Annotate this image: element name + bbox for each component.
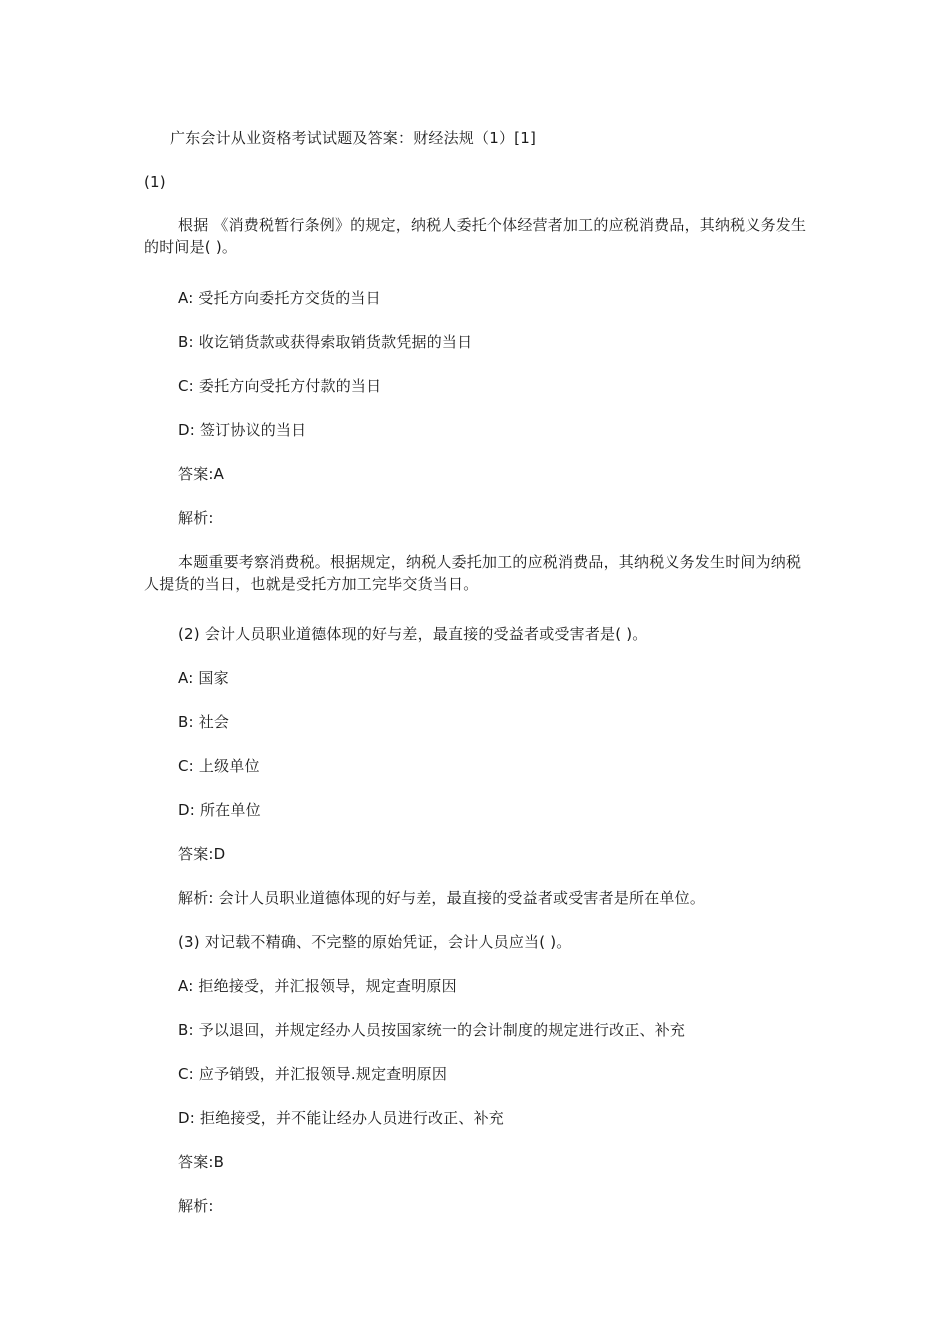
question-2-analysis: 解析: 会计人员职业道德体现的好与差，最直接的受益者或受害者是所在单位。 (178, 889, 706, 907)
question-3-stem: (3) 对记载不精确、不完整的原始凭证，会计人员应当( )。 (178, 933, 572, 951)
question-3-option-b: B: 予以退回，并规定经办人员按国家统一的会计制度的规定进行改正、补充 (178, 1021, 686, 1039)
question-1-analysis: 本题重要考察消费税。根据规定，纳税人委托加工的应税消费品，其纳税义务发生时间为纳税人提货的当日，也就是受托方加工完毕交货当日。 (144, 553, 802, 593)
question-2-option-a: A: 国家 (178, 669, 229, 687)
question-2-answer: 答案:D (178, 845, 226, 863)
question-1-option-a: A: 受托方向委托方交货的当日 (178, 289, 381, 307)
question-3-answer: 答案:B (178, 1153, 225, 1171)
question-3-option-a: A: 拒绝接受，并汇报领导，规定查明原因 (178, 977, 457, 995)
question-2-option-c: C: 上级单位 (178, 757, 260, 775)
question-1-option-b: B: 收讫销货款或获得索取销货款凭据的当日 (178, 333, 473, 351)
question-3-analysis-label: 解析: (178, 1197, 214, 1215)
question-1-option-d: D: 签订协议的当日 (178, 421, 307, 439)
question-1-answer: 答案:A (178, 465, 225, 483)
question-1-analysis-label: 解析: (178, 509, 214, 527)
question-3-option-d: D: 拒绝接受，并不能让经办人员进行改正、补充 (178, 1109, 504, 1127)
question-2-option-b: B: 社会 (178, 713, 230, 731)
question-1-option-c: C: 委托方向受托方付款的当日 (178, 377, 382, 395)
question-2-option-d: D: 所在单位 (178, 801, 261, 819)
document-title: 广东会计从业资格考试试题及答案：财经法规（1）[1] (170, 129, 536, 147)
question-1-number: (1) (144, 173, 166, 191)
question-1-stem: 根据 《消费税暂行条例》的规定，纳税人委托个体经营者加工的应税消费品，其纳税义务发生的时间是( )。 (144, 216, 807, 256)
question-3-option-c: C: 应予销毁，并汇报领导.规定查明原因 (178, 1065, 448, 1083)
question-2-stem: (2) 会计人员职业道德体现的好与差，最直接的受益者或受害者是( )。 (178, 625, 648, 643)
